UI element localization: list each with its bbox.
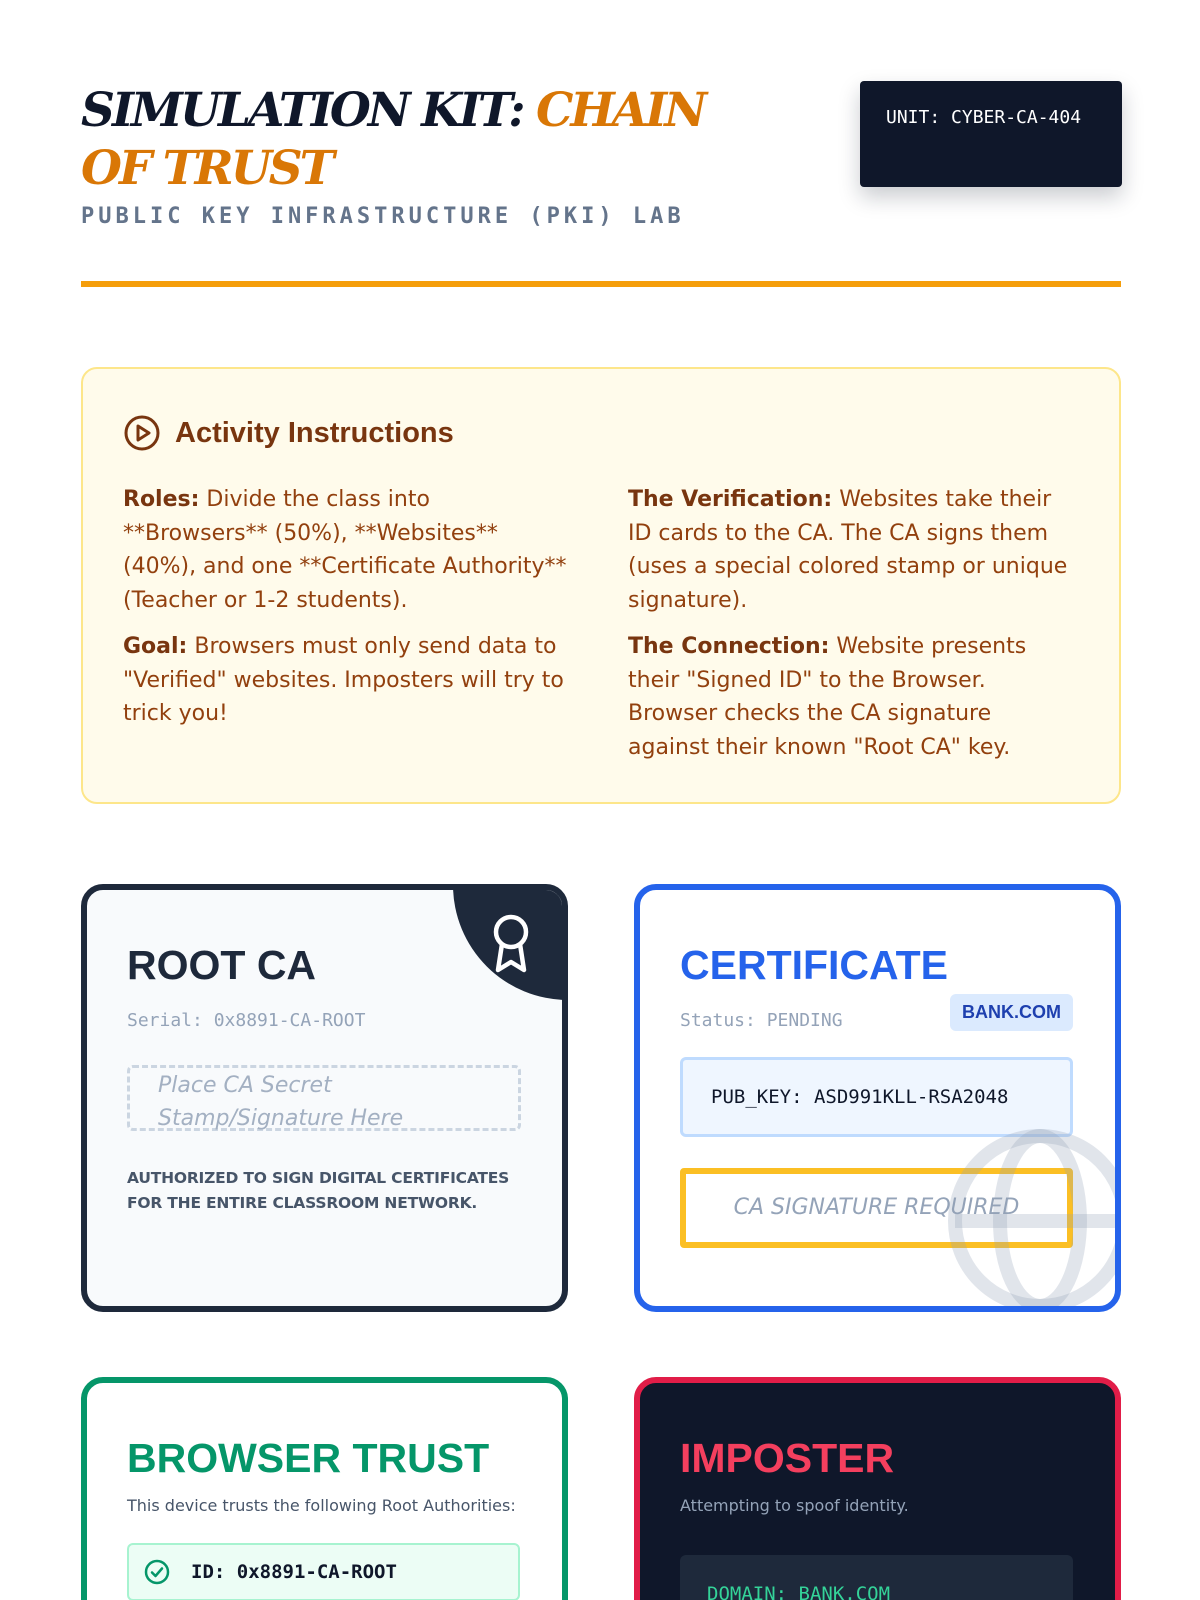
instruction-connection [628, 630, 1078, 764]
check-circle-icon [143, 1558, 171, 1586]
page-subtitle: PUBLIC KEY INFRASTRUCTURE (PKI) LAB [81, 204, 685, 229]
root-ca-badge [453, 884, 568, 1000]
certificate-status: Status: PENDING [680, 1010, 843, 1031]
imposter-card [634, 1377, 1121, 1600]
public-key-field: PUB_KEY: ASD991KLL-RSA2048 [680, 1057, 1073, 1137]
instruction-roles [123, 483, 573, 617]
instruction-text: Websites take their ID cards to the CA. The CA signs them (uses a special colored stamp or unique signature). [628, 487, 1068, 613]
certificate-title: CERTIFICATE [680, 942, 949, 988]
instruction-text: Website presents their "Signed ID" to the Browser. Browser checks the CA signature against their known "Root CA" key. [628, 634, 1027, 760]
trusted-root-item [127, 1543, 520, 1600]
browser-trust-card [81, 1377, 568, 1600]
instruction-label: The Verification: [628, 487, 833, 512]
instructions-left-column [123, 483, 573, 744]
ca-stamp-area[interactable]: Place CA Secret Stamp/Signature Here [127, 1065, 521, 1131]
title-main: SIMULATION KIT: [81, 83, 536, 138]
award-ribbon-icon [486, 912, 536, 974]
root-ca-serial: Serial: 0x8891-CA-ROOT [127, 1010, 366, 1031]
domain-badge: BANK.COM [950, 994, 1073, 1031]
imposter-title: IMPOSTER [680, 1435, 895, 1481]
root-ca-title: ROOT CA [127, 942, 317, 988]
browser-trust-title: BROWSER TRUST [127, 1435, 490, 1481]
page-title [81, 82, 781, 198]
browser-trust-description: This device trusts the following Root Authorities: [127, 1496, 516, 1515]
ca-signature-field[interactable]: CA SIGNATURE REQUIRED [680, 1168, 1073, 1248]
title-accent: CHAIN OF TRUST [81, 83, 705, 196]
imposter-description: Attempting to spoof identity. [680, 1496, 909, 1515]
instruction-label: The Connection: [628, 634, 830, 659]
header-divider [81, 281, 1121, 287]
instructions-right-column [628, 483, 1078, 777]
certificate-card [634, 884, 1121, 1312]
instructions-title: Activity Instructions [175, 416, 454, 449]
imposter-domain: DOMAIN: BANK.COM [680, 1555, 1073, 1600]
instruction-text: Divide the class into **Browsers** (50%), **Websites** (40%), and one **Certificate Authority** (Teacher or 1-2 students). [123, 487, 567, 613]
instructions-header [123, 414, 454, 452]
activity-instructions-panel [81, 367, 1121, 804]
instruction-text: Browsers must only send data to "Verified" websites. Imposters will try to trick you! [123, 634, 564, 726]
instruction-verification [628, 483, 1078, 617]
unit-label: UNIT: CYBER-CA-404 [860, 81, 1122, 187]
play-circle-icon [123, 414, 161, 452]
instruction-label: Roles: [123, 487, 200, 512]
root-ca-authorization-note: AUTHORIZED TO SIGN DIGITAL CERTIFICATES FOR THE ENTIRE CLASSROOM NETWORK. [127, 1169, 510, 1212]
instruction-goal [123, 630, 573, 731]
root-ca-card [81, 884, 568, 1312]
trusted-root-id: ID: 0x8891-CA-ROOT [191, 1561, 397, 1583]
page-header [81, 82, 1121, 282]
instruction-label: Goal: [123, 634, 188, 659]
